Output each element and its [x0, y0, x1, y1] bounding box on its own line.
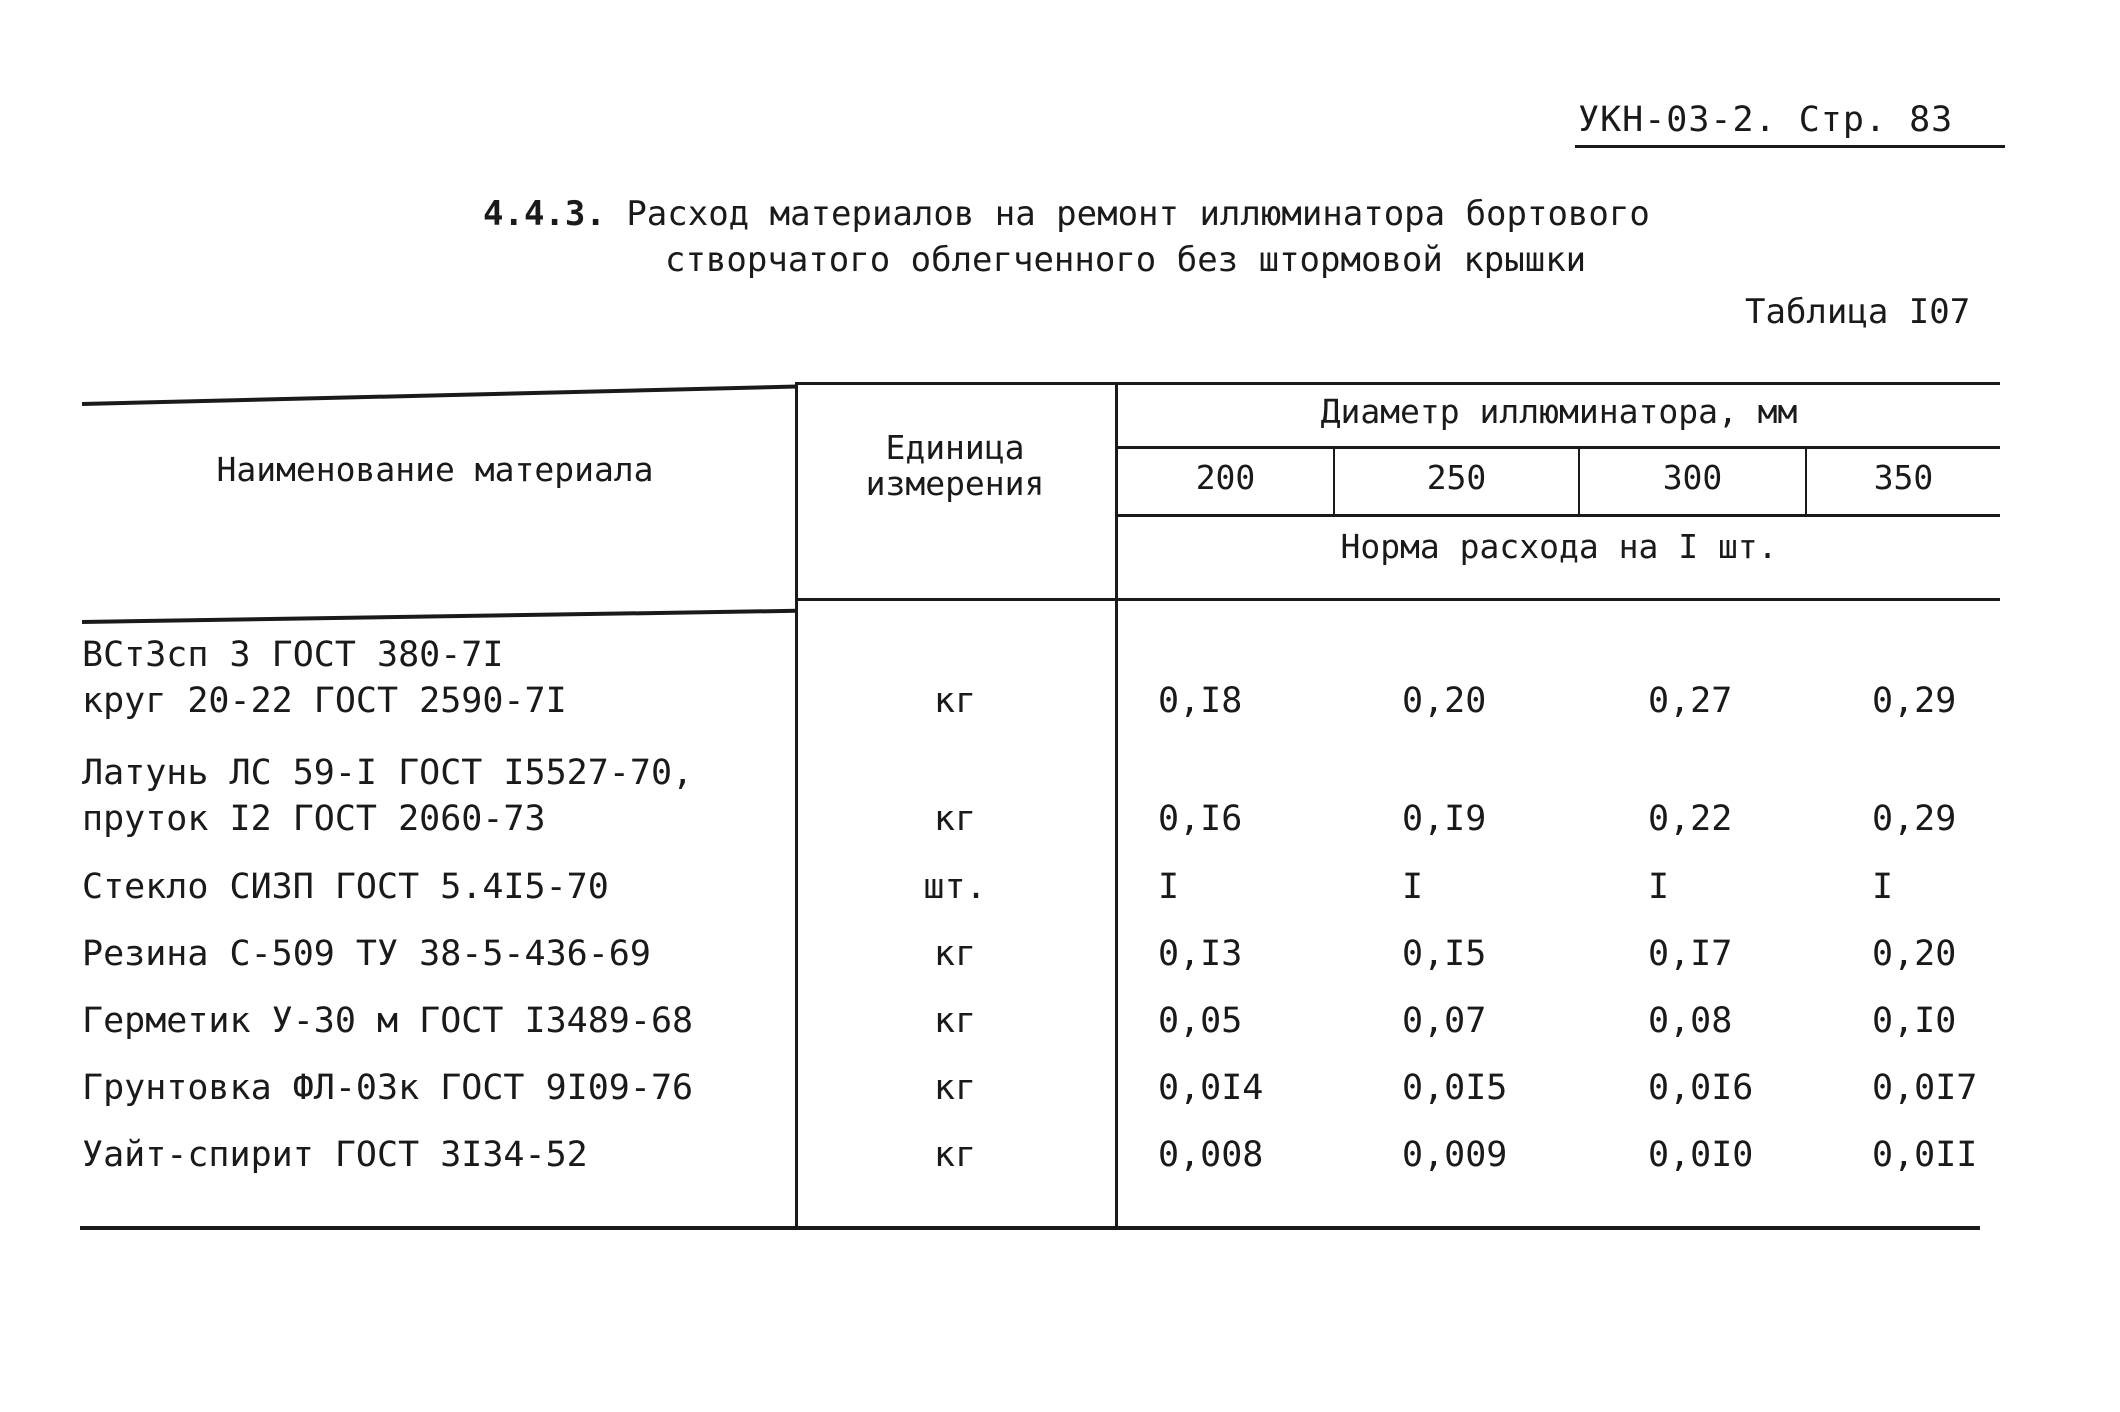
table-cell-350: 0,29: [1872, 799, 1957, 839]
material-line: пруток I2 ГОСТ 2060-73: [82, 799, 546, 839]
table-cell-350: 0,20: [1872, 934, 1957, 974]
table-cell-350: 0,0II: [1872, 1135, 1978, 1175]
section-title-line-2: створчатого облегченного без штормовой крышки: [665, 240, 1587, 280]
section-title-line-1: Расход материалов на ремонт иллюминатора бортового: [626, 194, 1650, 234]
section-number: 4.4.3.: [483, 194, 606, 234]
table-cell-300: 0,08: [1648, 1001, 1733, 1041]
material-line: Латунь ЛС 59-I ГОСТ I5527-70,: [82, 753, 694, 793]
header-diameter-300: 300: [1662, 458, 1723, 497]
section-title: [483, 190, 1650, 239]
material-line: круг 20-22 ГОСТ 2590-7I: [82, 681, 567, 721]
header-unit: Единица измерения: [865, 428, 1045, 503]
table-cell-350: 0,0I7: [1872, 1068, 1978, 1108]
table-cell-250: 0,009: [1402, 1135, 1508, 1175]
table-cell-350: I: [1872, 867, 1894, 907]
table-cell-200: 0,I8: [1158, 681, 1243, 721]
table-row-material: Стекло СИЗП ГОСТ 5.4I5-70: [82, 867, 609, 907]
table-row-unit: кг: [933, 799, 977, 839]
header-diameter: Диаметр иллюминатора, мм: [1320, 392, 1798, 431]
table-row-unit: кг: [933, 681, 977, 721]
table-cell-300: 0,22: [1648, 799, 1733, 839]
table-row-material: Резина С-509 ТУ 38-5-436-69: [82, 934, 651, 974]
table-row-material: Уайт-спирит ГОСТ 3I34-52: [82, 1135, 588, 1175]
table-cell-250: 0,20: [1402, 681, 1487, 721]
table-cell-300: 0,0I0: [1648, 1135, 1754, 1175]
header-norm: Норма расхода на I шт.: [1340, 527, 1778, 566]
header-bottom-rule-left: [82, 609, 797, 624]
table-row-material: [82, 632, 782, 724]
header-diameter-350: 350: [1873, 458, 1934, 497]
table-row-material: [82, 750, 782, 842]
table-cell-250: 0,I9: [1402, 799, 1487, 839]
material-line: ВСт3сп 3 ГОСТ 380-7I: [82, 635, 504, 675]
table-row-unit: шт.: [923, 867, 987, 907]
table-top-rule-left: [82, 385, 797, 406]
page-reference-underline: [1575, 145, 2005, 148]
table-row-unit: кг: [933, 934, 977, 974]
table-cell-200: 0,I3: [1158, 934, 1243, 974]
table-cell-250: 0,0I5: [1402, 1068, 1508, 1108]
table-cell-200: 0,05: [1158, 1001, 1243, 1041]
table-cell-200: I: [1158, 867, 1180, 907]
table-cell-250: 0,07: [1402, 1001, 1487, 1041]
table-row-material: Герметик У-30 м ГОСТ I3489-68: [82, 1001, 694, 1041]
table-cell-300: 0,0I6: [1648, 1068, 1754, 1108]
table-cell-250: 0,I5: [1402, 934, 1487, 974]
header-material: Наименование материала: [216, 450, 654, 489]
header-diameter-200: 200: [1195, 458, 1256, 497]
table-row-unit: кг: [933, 1135, 977, 1175]
table-cell-300: 0,27: [1648, 681, 1733, 721]
header-diameter-250: 250: [1426, 458, 1487, 497]
table-label: Таблица I07: [1745, 292, 1971, 332]
column-divider-values: [1115, 382, 1118, 1228]
table-row-material: Грунтовка ФЛ-03к ГОСТ 9I09-76: [82, 1068, 694, 1108]
table-cell-200: 0,0I4: [1158, 1068, 1264, 1108]
page-reference: УКН-03-2. Стр. 83: [1578, 100, 1954, 140]
table-top-rule-right: [795, 382, 2000, 385]
table-row-unit: кг: [933, 1001, 977, 1041]
diameter-values-rule: [1118, 514, 2000, 517]
header-bottom-rule-right: [795, 598, 2000, 601]
table-cell-350: 0,29: [1872, 681, 1957, 721]
table-cell-300: I: [1648, 867, 1670, 907]
table-cell-300: 0,I7: [1648, 934, 1733, 974]
table-bottom-rule: [80, 1226, 1980, 1230]
table-cell-200: 0,008: [1158, 1135, 1264, 1175]
table-row-unit: кг: [933, 1068, 977, 1108]
table-cell-250: I: [1402, 867, 1424, 907]
diameter-header-rule: [1118, 446, 2000, 449]
table-cell-200: 0,I6: [1158, 799, 1243, 839]
table-cell-350: 0,I0: [1872, 1001, 1957, 1041]
